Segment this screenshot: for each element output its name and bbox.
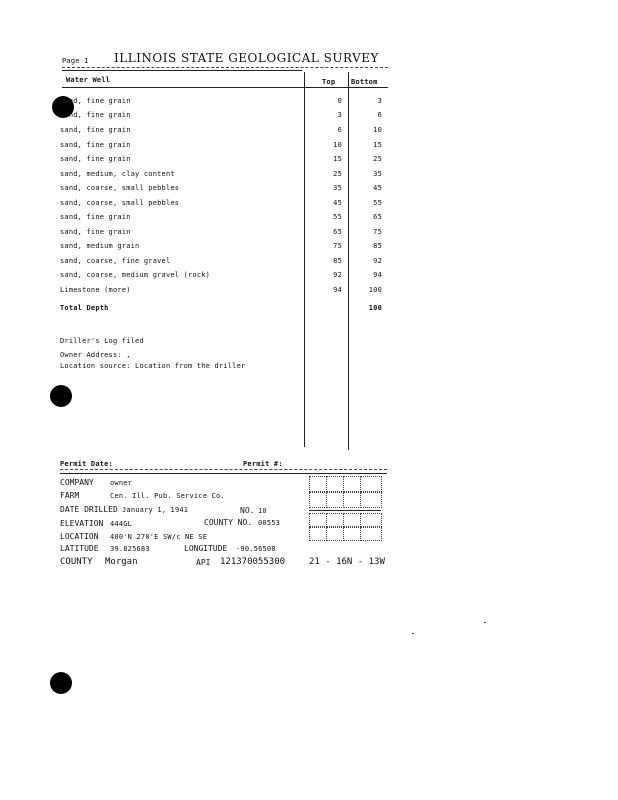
section-grid-cell — [326, 476, 344, 492]
section-grid-cell — [360, 476, 382, 492]
longitude-value: -90.56508 — [236, 545, 276, 553]
well-number-value: 10 — [258, 507, 267, 515]
column-header-bottom: Bottom — [351, 78, 378, 86]
owner-address-note: Owner Address: , — [60, 351, 131, 359]
table-row: sand, medium, clay content 25 35 — [60, 170, 382, 178]
latitude-label: LATITUDE — [60, 544, 99, 553]
section-grid-cell — [343, 476, 361, 492]
table-row: sand, fine grain 55 65 — [60, 213, 382, 221]
api-value: 121370055300 — [220, 557, 286, 567]
table-row: sand, coarse, fine gravel 85 92 — [60, 257, 382, 265]
section-grid-cell — [343, 527, 361, 541]
section-grid — [309, 476, 381, 542]
well-number-label: NO. — [240, 506, 255, 515]
section-grid-cell — [326, 527, 344, 541]
section-grid-cell — [309, 513, 327, 527]
company-value: owner — [110, 479, 133, 487]
section-grid-cell — [360, 513, 382, 527]
section-grid-rule — [309, 510, 381, 511]
page-label: Page 1 — [62, 57, 89, 65]
county-label: COUNTY — [60, 557, 93, 567]
table-row: sand, fine grain 10 15 — [60, 141, 382, 149]
county-number-label: COUNTY NO. — [204, 518, 253, 527]
farm-value: Cen. Ill. Pub. Service Co. — [110, 492, 225, 500]
table-row: sand, fine grain 6 10 — [60, 126, 382, 134]
section-grid-cell — [326, 513, 344, 527]
township-range: 21 - 16N - 13W — [309, 557, 385, 567]
elevation-value: 444GL — [110, 520, 133, 528]
longitude-label: LONGITUDE — [184, 544, 228, 553]
table-row: sand, medium grain 75 85 — [60, 242, 382, 250]
date-drilled-value: January 1, 1941 — [122, 506, 189, 514]
company-label: COMPANY — [60, 478, 94, 487]
table-row: Limestone (more) 94 100 — [60, 286, 382, 294]
table-row: sand, fine grain 0 3 — [60, 97, 382, 105]
permit-rule-solid — [60, 473, 387, 474]
latitude-value: 39.825683 — [110, 545, 150, 553]
drillers-log-note: Driller's Log filed — [60, 337, 144, 345]
column-header-rule — [62, 87, 388, 88]
page-title: ILLINOIS STATE GEOLOGICAL SURVEY — [114, 51, 379, 65]
farm-label: FARM — [60, 491, 80, 500]
column-header-well: Water Well — [66, 76, 111, 84]
api-label: API — [196, 558, 211, 567]
column-header-top: Top — [322, 78, 336, 86]
section-grid-cell — [360, 527, 382, 541]
scan-speck — [412, 633, 414, 634]
section-grid-cell — [343, 492, 361, 508]
section-grid-cell — [309, 476, 327, 492]
table-row: sand, coarse, small pebbles 35 45 — [60, 184, 382, 192]
location-source-note: Location source: Location from the driller — [60, 362, 246, 370]
county-value: Morgan — [105, 557, 138, 567]
location-label: LOCATION — [60, 532, 99, 541]
date-drilled-label: DATE DRILLED — [60, 505, 118, 514]
header-rule — [62, 67, 388, 68]
table-row: sand, fine grain 65 75 — [60, 228, 382, 236]
section-grid-cell — [360, 492, 382, 508]
total-depth-row: Total Depth 100 — [60, 304, 382, 312]
punch-hole-middle — [50, 385, 72, 407]
table-row: sand, fine grain 15 25 — [60, 155, 382, 163]
punch-hole-bottom — [50, 672, 72, 694]
elevation-label: ELEVATION — [60, 519, 104, 528]
scan-speck — [484, 622, 486, 623]
location-value: 400'N 270'E SW/c NE SE — [110, 533, 208, 541]
header-rule-solid — [62, 70, 302, 71]
county-number-value: 00553 — [258, 519, 281, 527]
permit-date-label: Permit Date: — [60, 460, 113, 468]
table-row: sand, fine grain 3 6 — [60, 111, 382, 119]
section-grid-cell — [326, 492, 344, 508]
section-grid-cell — [343, 513, 361, 527]
table-row: sand, coarse, medium gravel (rock) 92 94 — [60, 271, 382, 279]
permit-number-label: Permit #: — [243, 460, 283, 468]
section-grid-cell — [309, 492, 327, 508]
table-row: sand, coarse, small pebbles 45 55 — [60, 199, 382, 207]
permit-rule — [60, 469, 387, 470]
section-grid-cell — [309, 527, 327, 541]
